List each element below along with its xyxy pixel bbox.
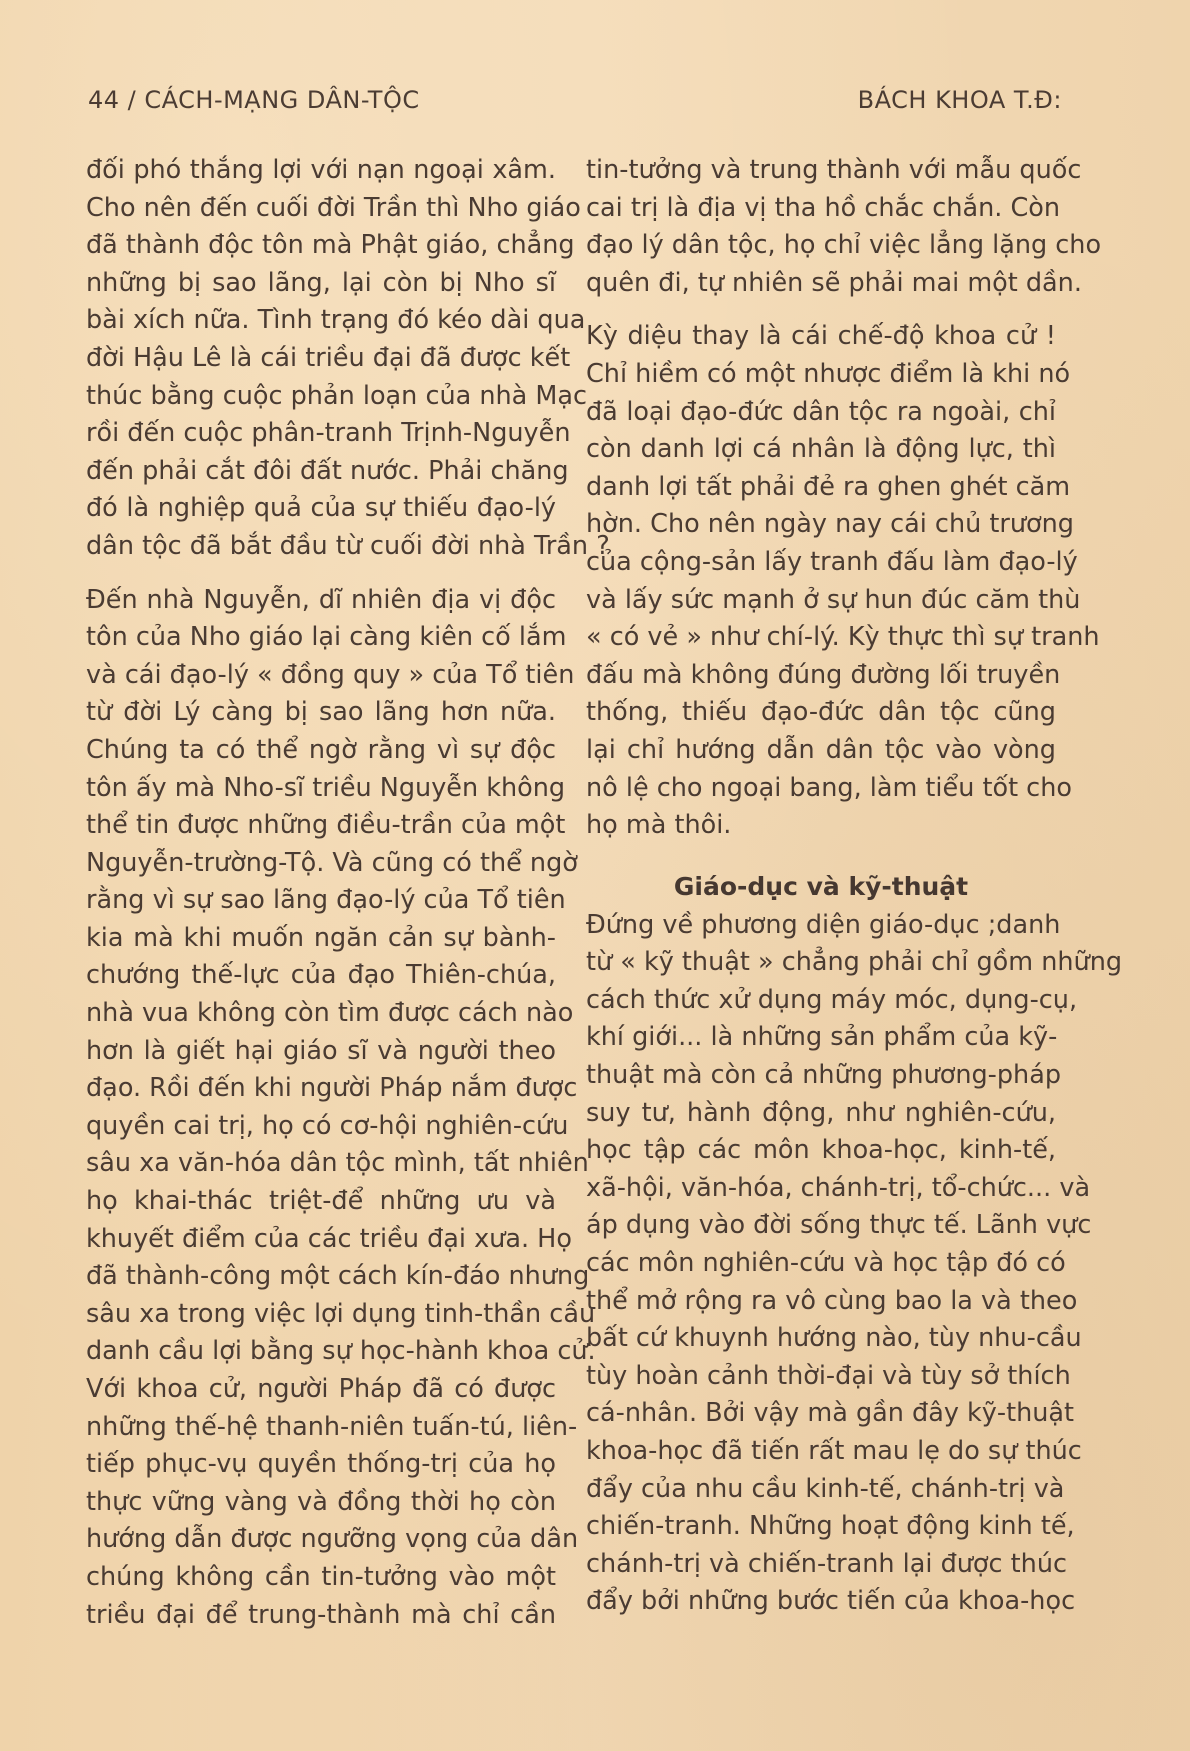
text-line: lại chỉ hướng dẫn dân tộc vào vòng xyxy=(586,734,1056,765)
text-line: rồi đến cuộc phân-tranh Trịnh-Nguyễn xyxy=(86,418,571,449)
text-line: tôn ấy mà Nho-sĩ triều Nguyễn không xyxy=(86,772,566,803)
text-line: đã thành độc tôn mà Phật giáo, chẳng xyxy=(86,230,575,261)
text-line: Với khoa cử, người Pháp đã có được xyxy=(86,1374,556,1404)
text-line: từ đời Lý càng bị sao lãng hơn nữa. xyxy=(86,697,556,728)
text-line: tôn của Nho giáo lại càng kiên cố lắm xyxy=(86,622,567,653)
text-line: hờn. Cho nên ngày nay cái chủ trương xyxy=(586,509,1074,540)
text-line: các môn nghiên-cứu và học tập đó có xyxy=(586,1248,1066,1279)
text-line: sâu xa trong việc lợi dụng tinh-thần cầu xyxy=(86,1298,596,1329)
text-line: còn danh lợi cá nhân là động lực, thì xyxy=(586,434,1056,465)
text-line: khoa-học đã tiến rất mau lẹ do sự thúc xyxy=(586,1436,1082,1466)
text-line: hơn là giết hại giáo sĩ và người theo xyxy=(86,1035,556,1066)
text-line: danh cầu lợi bằng sự học-hành khoa cử. xyxy=(86,1336,596,1367)
text-line: nô lệ cho ngoại bang, làm tiểu tốt cho xyxy=(586,772,1072,803)
text-line: từ « kỹ thuật » chẳng phải chỉ gồm những xyxy=(586,947,1123,978)
text-line: « có vẻ » như chí-lý. Kỳ thực thì sự tranh xyxy=(586,622,1100,653)
text-line: dân tộc đã bắt đầu từ cuối đời nhà Trần ? xyxy=(86,530,610,561)
paragraph xyxy=(586,152,1102,302)
text-line: và cái đạo-lý « đồng quy » của Tổ tiên xyxy=(86,659,575,690)
text-line: cách thức xử dụng máy móc, dụng-cụ, xyxy=(586,984,1078,1015)
paragraph xyxy=(86,582,596,1635)
text-line: thể tin được những điều-trần của một xyxy=(86,810,566,841)
text-line: kia mà khi muốn ngăn cản sự bành- xyxy=(86,922,556,953)
text-line: đẩy bởi những bước tiến của khoa-học xyxy=(586,1586,1076,1617)
text-line: của cộng-sản lấy tranh đấu làm đạo-lý xyxy=(586,546,1078,577)
text-line: tùy hoàn cảnh thời-đại và tùy sở thích xyxy=(586,1360,1071,1391)
text-line: Đến nhà Nguyễn, dĩ nhiên địa vị độc xyxy=(86,584,556,615)
text-line: sâu xa văn-hóa dân tộc mình, tất nhiên xyxy=(86,1148,589,1179)
text-line: đạo lý dân tộc, họ chỉ việc lẳng lặng cho xyxy=(586,230,1102,261)
text-line: bài xích nữa. Tình trạng đó kéo dài qua xyxy=(86,305,586,336)
text-line: Đứng về phương diện giáo-dục ;danh xyxy=(586,909,1061,940)
text-line: áp dụng vào đời sống thực tế. Lãnh vực xyxy=(586,1210,1092,1241)
text-line: tiếp phục-vụ quyền thống-trị của họ xyxy=(86,1449,556,1480)
text-line: quyền cai trị, họ có cơ-hội nghiên-cứu xyxy=(86,1110,569,1141)
text-line: chướng thế-lực của đạo Thiên-chúa, xyxy=(86,960,556,991)
text-line: đã thành-công một cách kín-đáo nhưng xyxy=(86,1261,590,1292)
running-header-right: BÁCH KHOA T.Đ: xyxy=(857,86,1062,114)
text-line: thực vững vàng và đồng thời họ còn xyxy=(86,1486,556,1517)
text-line: đó là nghiệp quả của sự thiếu đạo-lý xyxy=(86,493,556,524)
text-line: khí giới... là những sản phẩm của kỹ- xyxy=(586,1022,1058,1053)
text-line: những bị sao lãng, lại còn bị Nho sĩ xyxy=(86,267,556,298)
text-line: tin-tưởng và trung thành với mẫu quốc xyxy=(586,155,1082,185)
text-line: học tập các môn khoa-học, kinh-tế, xyxy=(586,1135,1056,1166)
paragraph-gap xyxy=(86,566,556,582)
text-line: thuật mà còn cả những phương-pháp xyxy=(586,1060,1062,1091)
paragraph xyxy=(586,318,1100,844)
text-line: rằng vì sự sao lãng đạo-lý của Tổ tiên xyxy=(86,885,566,916)
text-line: chúng không cần tin-tưởng vào một xyxy=(86,1561,556,1592)
text-line: đối phó thắng lợi với nạn ngoại xâm. xyxy=(86,155,556,185)
text-line: triều đại để trung-thành mà chỉ cần xyxy=(86,1599,556,1630)
running-header-left: 44 / CÁCH-MẠNG DÂN-TỘC xyxy=(88,86,420,114)
text-line: và lấy sức mạnh ở sự hun đúc căm thù xyxy=(586,584,1081,615)
text-line: thống, thiếu đạo-đức dân tộc cũng xyxy=(586,697,1056,728)
text-line: danh lợi tất phải đẻ ra ghen ghét căm xyxy=(586,471,1071,502)
text-line: hướng dẫn được ngưỡng vọng của dân xyxy=(86,1524,579,1555)
text-line: chánh-trị và chiến-tranh lại được thúc xyxy=(586,1548,1068,1579)
text-line: đấu mà không đúng đường lối truyền xyxy=(586,659,1061,690)
text-line: họ khai-thác triệt-để những ưu và xyxy=(86,1186,556,1217)
right-column xyxy=(586,152,1123,1621)
text-line: Nguyễn-trường-Tộ. Và cũng có thể ngờ xyxy=(86,847,578,878)
text-line: Chúng ta có thể ngờ rằng vì sự độc xyxy=(86,734,556,765)
text-line: xã-hội, văn-hóa, chánh-trị, tổ-chức... và xyxy=(586,1172,1091,1203)
paragraph-gap xyxy=(586,845,1056,861)
text-line: thúc bằng cuộc phản loạn của nhà Mạc xyxy=(86,380,588,411)
text-line: suy tư, hành động, như nghiên-cứu, xyxy=(586,1097,1056,1128)
text-line: Kỳ diệu thay là cái chế-độ khoa cử ! xyxy=(586,321,1056,352)
text-line: đạo. Rồi đến khi người Pháp nắm được xyxy=(86,1073,578,1104)
text-line: đời Hậu Lê là cái triều đại đã được kết xyxy=(86,342,571,373)
text-line: đẩy của nhu cầu kinh-tế, chánh-trị và xyxy=(586,1473,1065,1504)
text-line: thể mở rộng ra vô cùng bao la và theo xyxy=(586,1285,1078,1316)
paragraph xyxy=(86,152,610,566)
left-column xyxy=(86,152,610,1634)
text-line: cai trị là địa vị tha hồ chắc chắn. Còn xyxy=(586,192,1061,223)
text-line: đến phải cắt đôi đất nước. Phải chăng xyxy=(86,455,569,486)
text-line: đã loại đạo-đức dân tộc ra ngoài, chỉ xyxy=(586,396,1056,427)
text-line: Chỉ hiềm có một nhược điểm là khi nó xyxy=(586,358,1071,389)
text-line: bất cứ khuynh hướng nào, tùy nhu-cầu xyxy=(586,1323,1082,1354)
text-line: họ mà thôi. xyxy=(586,810,732,841)
section-heading: Giáo-dục và kỹ-thuật xyxy=(673,871,969,901)
text-line: chiến-tranh. Những hoạt động kinh tế, xyxy=(586,1511,1075,1542)
text-line: nhà vua không còn tìm được cách nào xyxy=(86,998,574,1029)
paragraph-gap xyxy=(586,302,1056,318)
text-line: Cho nên đến cuối đời Trần thì Nho giáo xyxy=(86,192,581,223)
text-line: khuyết điểm của các triều đại xưa. Họ xyxy=(86,1223,572,1254)
text-line: cá-nhân. Bởi vậy mà gần đây kỹ-thuật xyxy=(586,1398,1075,1429)
text-line: những thế-hệ thanh-niên tuấn-tú, liên- xyxy=(86,1411,578,1442)
paragraph xyxy=(586,907,1123,1621)
text-line: quên đi, tự nhiên sẽ phải mai một dần. xyxy=(586,267,1082,298)
